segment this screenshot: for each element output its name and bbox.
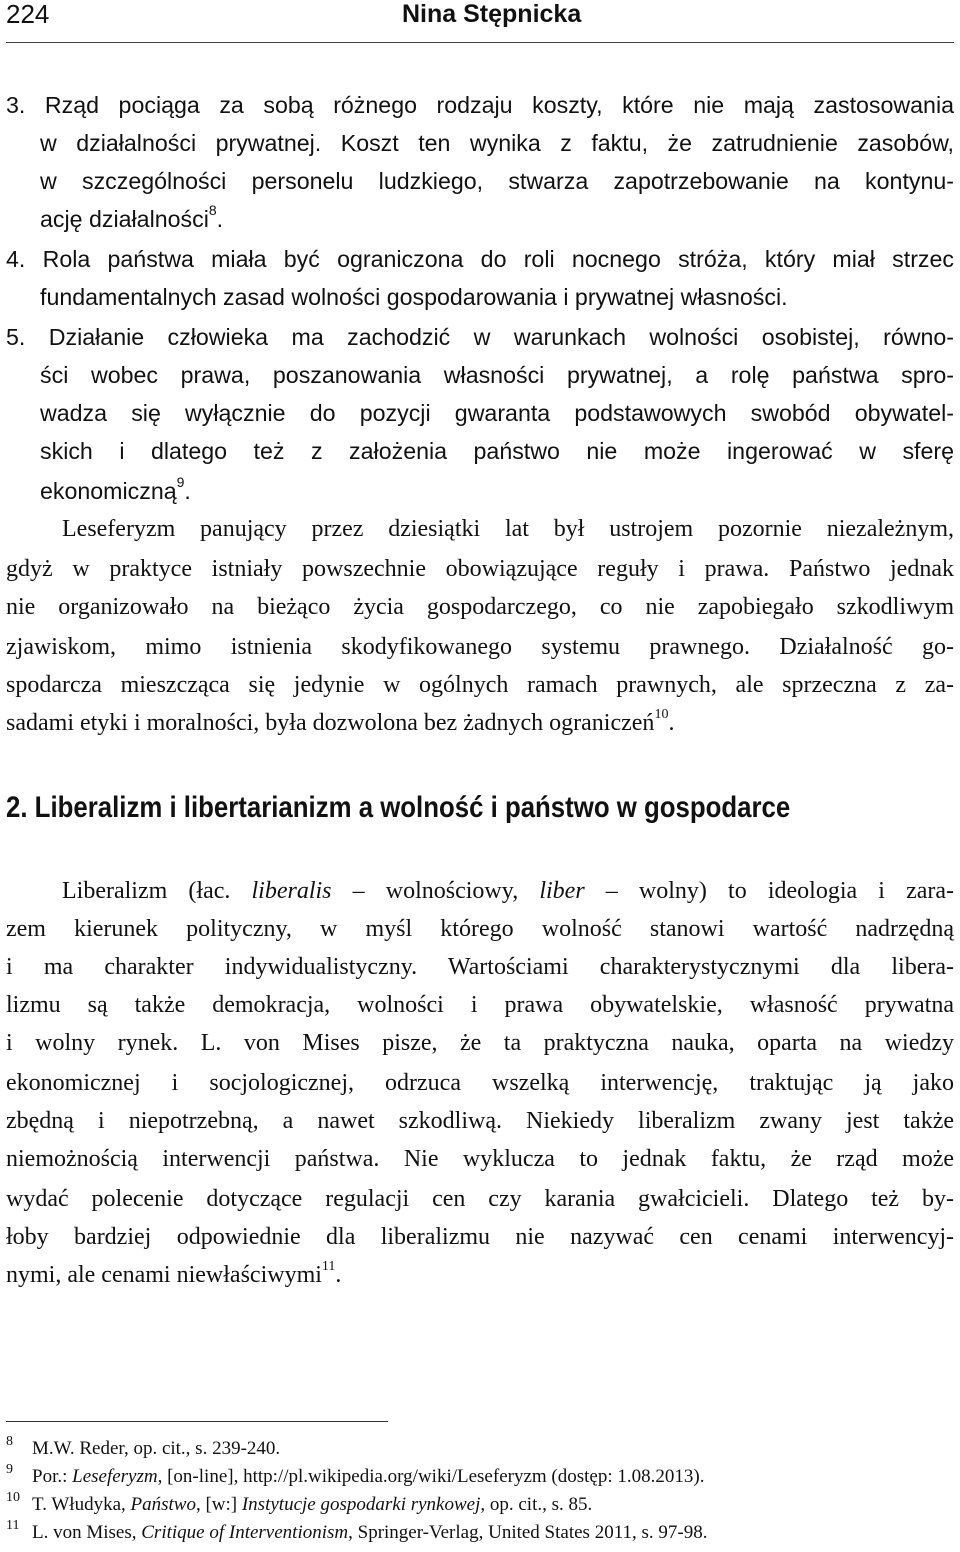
list-line: skich i dlatego też z założenia państwo nie może ingerować w sferę [40,438,954,464]
list-line: 4. Rola państwa miała być ograniczona do roli nocnego stróża, który miał strzec [6,246,954,272]
paragraph-line: ekonomicznej i socjologicznej, odrzuca wszelką interwencję, traktując ją jako [6,1070,954,1096]
page-number: 224 [6,0,50,29]
paragraph-line: gdyż w praktyce istniały powszechnie obowiązujące reguły i prawa. Państwo jednak [6,556,954,582]
list-line: ację działalności$^8$. [40,202,224,232]
section-heading: 2. Liberalizm i libertarianizm a wolność i państwo w gospodarce [6,791,791,824]
list-line: w szczególności personelu ludzkiego, stwarza zapotrzebowanie na kontynu- [40,168,954,194]
page-header [0,0,960,44]
footnote-ref: 9 [176,474,185,491]
paragraph-line: i wolny rynek. L. von Mises pisze, że ta praktyczna nauka, oparta na wiedzy [6,1030,954,1056]
footnote-mark: 10 [6,1490,20,1505]
footnote-separator [6,1421,388,1422]
header-rule [6,42,954,43]
paragraph-line: zjawiskom, mimo istnienia skodyfikowanego systemu prawnego. Działalność go- [6,634,954,660]
paragraph-line: nie organizowało na bieżąco życia gospodarczego, co nie zapobiegało szkodliwym [6,594,954,620]
footnote-8: 8 M.W. Reder, op. cit., s. 239-240. [6,1438,280,1462]
paragraph-line: zbędną i niepotrzebną, a nawet szkodliwą. Niekiedy liberalizm zwany jest także [6,1108,954,1134]
list-line: 3. Rząd pociąga za sobą różnego rodzaju koszty, które nie mają zastosowania [6,92,954,118]
footnote-ref: 8 [208,202,217,219]
footnote-10: 10 T. Włudyka, Państwo, [w:] Instytucje gospodarki rynkowej, op. cit., s. 85. [6,1494,592,1518]
paragraph-line: lizmu są także demokracja, wolności i prawa obywatelskie, własność prywatna [6,992,954,1018]
footnote-11: 11 L. von Mises, Critique of Interventionism, Springer-Verlag, United States 2011, s. 97-98. [6,1522,707,1546]
paragraph-line: nymi, ale cenami niewłaściwymi$^{11}$. [6,1259,342,1288]
footnote-9: 9 Por.: Leseferyzm, [on-line], http://pl.wikipedia.org/wiki/Leseferyzm (dostęp: 1.08.2013). [6,1466,704,1490]
paragraph-line: wydać polecenie dotyczące regulacji cen czy karania gwałcicieli. Dlatego też by- [6,1186,954,1212]
paragraph-line: Leseferyzm panujący przez dziesiątki lat był ustrojem pozornie niezależnym, [62,516,954,542]
paragraph-line: spodarcza mieszcząca się jedynie w ogólnych ramach prawnych, ale sprzeczna z za- [6,672,954,698]
paragraph-line: i ma charakter indywidualistyczny. Wartościami charakterystycznymi dla libera- [6,954,954,980]
list-line: fundamentalnych zasad wolności gospodarowania i prywatnej własności. [40,284,788,310]
paragraph-line: łoby bardziej odpowiednie dla liberalizmu nie nazywać cen cenami interwencyj- [6,1224,954,1250]
paragraph-line: zem kierunek polityczny, w myśl którego wolność stanowi wartość nadrzędną [6,916,954,942]
list-line: ekonomiczną$^9$. [40,474,191,504]
footnote-ref: 10 [654,707,669,722]
footnote-mark: 9 [6,1462,13,1477]
footnote-ref: 11 [321,1259,336,1274]
list-line: wadza się wyłącznie do pozycji gwaranta podstawowych swobód obywatel- [40,400,954,426]
list-line: w działalności prywatnej. Koszt ten wynika z faktu, że zatrudnienie zasobów, [40,130,954,156]
footnote-mark: 8 [6,1434,13,1449]
running-head: Nina Stępnicka [402,0,582,28]
paragraph-line: sadami etyki i moralności, była dozwolona bez żadnych ograniczeń$^{10}$. [6,707,675,736]
list-line: 5. Działanie człowieka ma zachodzić w warunkach wolności osobistej, równo- [6,324,954,350]
paragraph-line: Liberalizm (łac. liberalis – wolnościowy, liber – wolny) to ideologia i zara- [62,878,955,904]
footnote-mark: 11 [6,1518,20,1533]
paragraph-line: niemożnością interwencji państwa. Nie wyklucza to jednak faktu, że rząd może [6,1146,954,1172]
list-line: ści wobec prawa, poszanowania własności prywatnej, a rolę państwa spro- [40,362,954,388]
